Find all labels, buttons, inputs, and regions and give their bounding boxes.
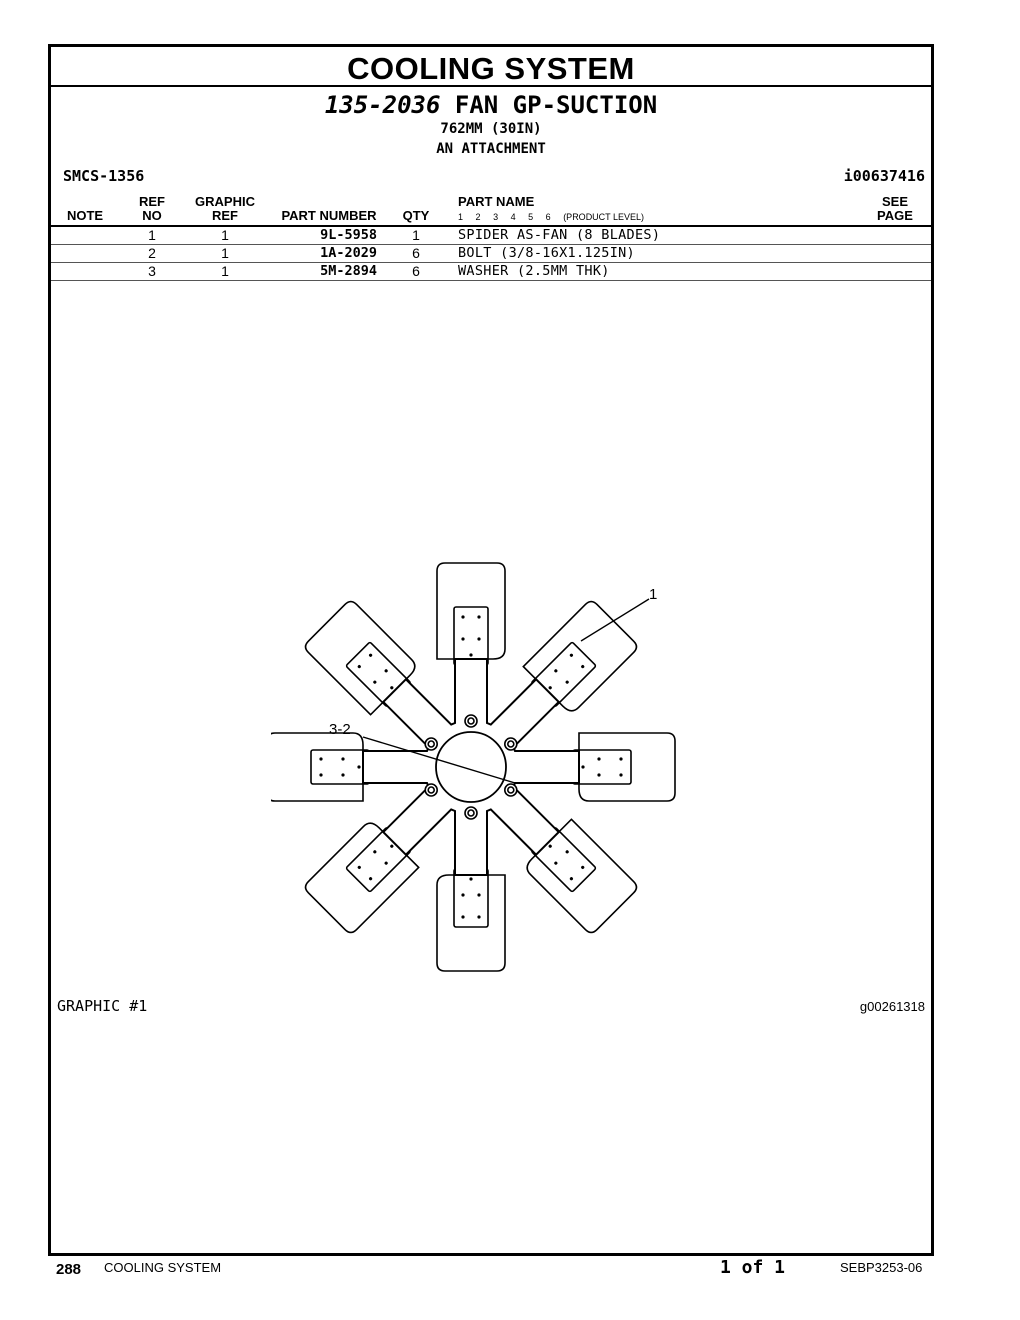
callout-1: 1 — [649, 586, 658, 603]
fan-illustration — [271, 537, 731, 977]
part-number: 9L-5958 — [320, 227, 377, 243]
group-title — [51, 91, 931, 119]
smcs-code: SMCS-1356 — [63, 167, 145, 185]
info-id: i00637416 — [843, 167, 925, 185]
footer-section: COOLING SYSTEM — [104, 1260, 222, 1275]
hub-bolt-head — [428, 787, 434, 793]
product-level-6: 6 — [545, 212, 551, 222]
hub-bolt-head — [508, 741, 514, 747]
hub-bolt-head — [508, 787, 514, 793]
hub-bolt-head — [428, 741, 434, 747]
table-row — [51, 262, 931, 281]
col-part-number: PART NUMBER — [281, 208, 377, 223]
hub-bolt-head — [468, 718, 474, 724]
col-see-page-line2: PAGE — [877, 208, 913, 223]
product-level-1: 1 — [458, 212, 464, 222]
col-ref-no — [133, 195, 171, 223]
hub-bolt-head — [468, 810, 474, 816]
part-number: 1A-2029 — [320, 245, 377, 261]
fan-blade — [271, 733, 369, 801]
table-row — [51, 226, 931, 245]
callout-3-2: 3-2 — [329, 721, 351, 738]
graphic-ref: 1 — [221, 245, 229, 261]
col-graphic-ref — [191, 195, 259, 223]
fan-blade — [573, 733, 675, 801]
qty: 6 — [412, 245, 420, 261]
product-level-5: 5 — [528, 212, 534, 222]
fan-blade — [437, 563, 505, 665]
part-name: BOLT (3/8-16X1.125IN) — [458, 245, 635, 261]
product-level-3: 3 — [493, 212, 499, 222]
col-graphic-ref-line2: REF — [212, 208, 238, 223]
table-row — [51, 244, 931, 263]
hub-bore — [436, 732, 506, 802]
group-name: FAN GP-SUCTION — [454, 91, 658, 119]
page-frame — [48, 44, 934, 1256]
col-see-page — [869, 195, 921, 223]
col-see-page-line1: SEE — [881, 194, 908, 209]
page-of: 1 of 1 — [720, 1257, 786, 1278]
col-ref-no-line2: NO — [142, 208, 162, 223]
col-ref-no-line1: REF — [139, 194, 165, 209]
ref-no: 2 — [148, 245, 156, 261]
part-number: 5M-2894 — [320, 263, 377, 279]
product-level-label: (PRODUCT LEVEL) — [563, 212, 645, 222]
ref-no: 3 — [148, 263, 156, 279]
graphic-ref: 1 — [221, 227, 229, 243]
product-levels — [458, 212, 654, 222]
qty: 1 — [412, 227, 420, 243]
qty: 6 — [412, 263, 420, 279]
page-number: 288 — [56, 1261, 82, 1278]
title-divider — [51, 85, 931, 87]
col-graphic-ref-line1: GRAPHIC — [195, 194, 255, 209]
fan-blade — [437, 869, 505, 971]
product-level-2: 2 — [475, 212, 481, 222]
col-part-name: PART NAME — [458, 194, 535, 209]
part-name: WASHER (2.5MM THK) — [458, 263, 610, 279]
col-note: NOTE — [66, 208, 104, 223]
graphic-label: GRAPHIC #1 — [57, 997, 148, 1015]
section-title: COOLING SYSTEM — [347, 51, 635, 86]
group-number: 135-2036 — [324, 91, 441, 119]
graphic-ref: 1 — [221, 263, 229, 279]
col-qty: QTY — [402, 208, 430, 223]
graphic-id: g00261318 — [859, 999, 925, 1014]
doc-number: SEBP3253-06 — [840, 1260, 923, 1275]
group-size: 762MM (30IN) — [440, 121, 542, 137]
part-name: SPIDER AS-FAN (8 BLADES) — [458, 227, 661, 243]
ref-no: 1 — [148, 227, 156, 243]
group-type: AN ATTACHMENT — [436, 141, 546, 157]
product-level-4: 4 — [510, 212, 516, 222]
